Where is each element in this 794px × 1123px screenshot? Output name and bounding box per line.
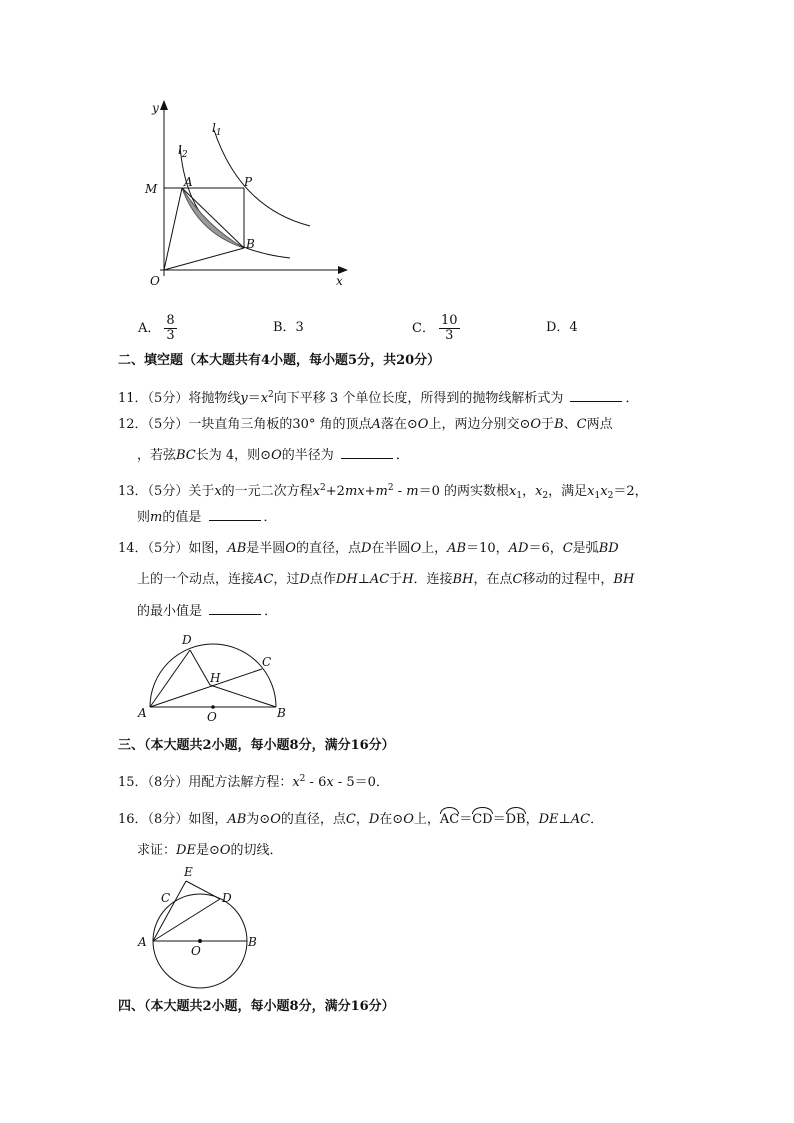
label-x: x: [336, 274, 343, 288]
section3-heading: 三、（本大题共2小题，每小题8分，满分16分）: [118, 738, 395, 753]
answer-blank-13[interactable]: [209, 508, 261, 521]
question-14-line3: 的最小值是 ．: [137, 604, 278, 619]
option-c-label: C．: [412, 321, 435, 336]
question-16-line2: 求证：DE是⊙O的切线．: [137, 843, 283, 858]
label-B: B: [246, 237, 255, 251]
answer-blank-12[interactable]: [341, 446, 393, 459]
label-C: C: [262, 655, 272, 669]
option-a: [138, 314, 177, 343]
segment-HB: [210, 685, 276, 707]
label-M: M: [145, 182, 158, 196]
question-16-line1: 16．（8分）如图，AB为⊙O的直径，点C，D在⊙O上，AC＝CD＝DB，DE⊥AC．: [118, 806, 603, 829]
question-15: 15．（8分）用配方法解方程：$x^2 - 6x - 5=0$．: [118, 774, 389, 790]
answer-blank-11[interactable]: [570, 389, 622, 402]
option-c-fraction: $\frac{10}{3}$: [440, 313, 458, 343]
curve-l1: [214, 130, 310, 226]
section2-heading: 二、填空题（本大题共有4小题，每小题5分，共20分）: [118, 353, 441, 368]
question-12-line1: 12．（5分）一块直角三角板的30° 角的顶点A落在⊙O上，两边分别交⊙O于B、C两点: [118, 417, 613, 432]
label-A: A: [184, 175, 193, 189]
segment-OB: [164, 248, 244, 270]
section4-heading: 四、（本大题共2小题，每小题8分，满分16分）: [118, 999, 395, 1014]
question-11: 11．（5分）将抛物线$y=x^2$向下平移 3 个单位长度，所得到的抛物线解析式为 ．: [118, 390, 639, 406]
segment-AC: [150, 669, 262, 707]
x-axis-arrow-icon: [338, 266, 348, 274]
option-a-label: A．: [138, 321, 161, 336]
question-13-line1: 13．（5分）关于x的一元二次方程$x^2+2mx+m^2 - m=0$ 的两实数根$x_1$，$x_2$，满足$x_1x_2=2$，: [118, 483, 648, 501]
option-b: B．3: [273, 320, 304, 335]
segment-ED: [186, 881, 220, 899]
center-point: [211, 705, 215, 709]
arc-DB: DB: [506, 806, 526, 829]
figure-semicircle: [134, 630, 304, 724]
label-B: B: [277, 706, 286, 720]
center-point: [198, 939, 202, 943]
label-A: A: [138, 706, 147, 720]
label-D: D: [182, 633, 192, 647]
label-H: H: [210, 671, 221, 685]
label-E: E: [184, 865, 193, 879]
label-D: D: [222, 891, 232, 905]
option-d: D．4: [546, 320, 578, 335]
segment-DH: [190, 650, 210, 685]
label-O: O: [191, 944, 201, 958]
label-P: P: [244, 175, 253, 189]
answer-blank-14[interactable]: [209, 602, 261, 615]
segment-OA: [164, 188, 182, 270]
question-14-line1: 14．（5分）如图，AB是半圆O的直径，点D在半圆O上，AB＝10，AD＝6，C是弧BD: [118, 541, 619, 556]
option-a-fraction: $\frac{8}{3}$: [166, 313, 175, 343]
question-13-line2: 则m的值是 ．: [137, 510, 277, 525]
y-axis-arrow-icon: [160, 100, 168, 110]
question-14-line2: 上的一个动点，连接AC，过D点作DH⊥AC于H．连接BH，在点C移动的过程中，BH: [137, 572, 635, 587]
option-c: [412, 314, 460, 343]
label-C: C: [161, 891, 171, 905]
figure-hyperbola-graph: [140, 98, 360, 294]
figure-circle: [134, 864, 274, 989]
label-B: B: [248, 935, 257, 949]
segment-AD: [153, 899, 220, 941]
segment-AE: [153, 881, 186, 941]
label-l1: $l_1$: [212, 121, 222, 138]
question-12-line2: ，若弦BC长为 4，则⊙O的半径为 ．: [137, 448, 409, 463]
label-O: O: [150, 274, 160, 288]
arc-AC: AC: [440, 806, 459, 829]
label-A: A: [138, 935, 147, 949]
segment-AB: [182, 188, 244, 248]
label-l2: $l_2$: [178, 143, 188, 160]
label-y: y: [152, 101, 159, 115]
arc-CD: CD: [472, 806, 492, 829]
segment-AD: [150, 650, 190, 707]
label-O: O: [207, 710, 217, 724]
